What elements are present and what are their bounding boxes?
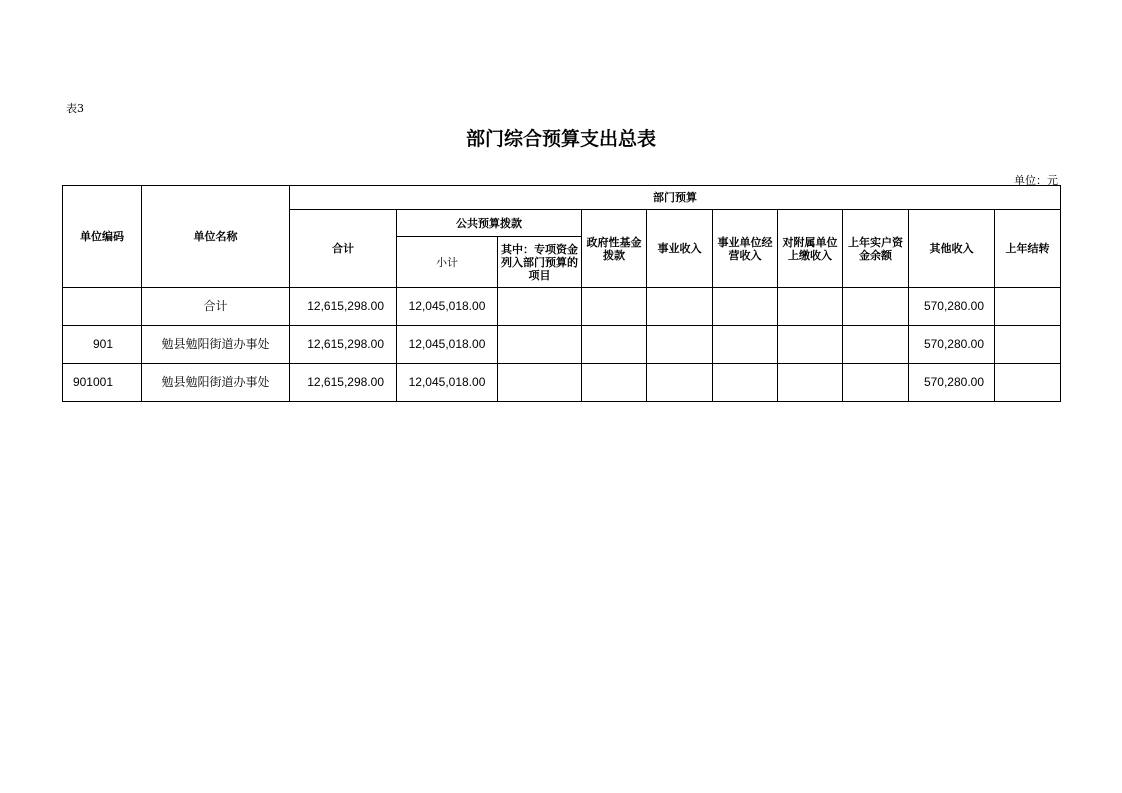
table-number: 表3 — [66, 102, 84, 115]
cell-other-income: 570,280.00 — [909, 326, 995, 364]
cell-career-unit-income — [713, 288, 778, 326]
cell-affiliated-income — [778, 326, 843, 364]
cell-code: 901001 — [63, 364, 142, 402]
header-career-income: 事业收入 — [647, 210, 713, 288]
cell-special-items — [498, 364, 582, 402]
cell-affiliated-income — [778, 364, 843, 402]
header-special-items: 其中：专项资金列入部门预算的项目 — [498, 237, 582, 288]
cell-name: 合计 — [142, 288, 290, 326]
cell-last-year-carryover — [995, 364, 1061, 402]
cell-career-income — [647, 364, 713, 402]
cell-career-unit-income — [713, 326, 778, 364]
cell-subtotal: 12,045,018.00 — [397, 288, 498, 326]
header-total: 合计 — [290, 210, 397, 288]
header-career-unit-income: 事业单位经营收入 — [713, 210, 778, 288]
page-title: 部门综合预算支出总表 — [465, 128, 656, 150]
header-subtotal: 小计 — [397, 237, 498, 288]
cell-last-year-balance — [843, 364, 909, 402]
cell-last-year-balance — [843, 326, 909, 364]
header-public-budget: 公共预算拨款 — [397, 210, 582, 237]
cell-subtotal: 12,045,018.00 — [397, 364, 498, 402]
cell-last-year-carryover — [995, 288, 1061, 326]
cell-total: 12,615,298.00 — [290, 288, 397, 326]
cell-last-year-carryover — [995, 326, 1061, 364]
budget-table — [62, 185, 1061, 402]
header-last-year-carryover: 上年结转 — [995, 210, 1061, 288]
header-gov-fund: 政府性基金拨款 — [582, 210, 647, 288]
header-unit-code: 单位编码 — [63, 186, 142, 288]
cell-career-income — [647, 288, 713, 326]
cell-code: 901 — [63, 326, 142, 364]
header-other-income: 其他收入 — [909, 210, 995, 288]
header-last-year-balance: 上年实户资金余额 — [843, 210, 909, 288]
cell-gov-fund — [582, 288, 647, 326]
cell-total: 12,615,298.00 — [290, 326, 397, 364]
cell-subtotal: 12,045,018.00 — [397, 326, 498, 364]
cell-total: 12,615,298.00 — [290, 364, 397, 402]
cell-gov-fund — [582, 326, 647, 364]
table-row — [63, 364, 1061, 402]
cell-gov-fund — [582, 364, 647, 402]
cell-other-income: 570,280.00 — [909, 364, 995, 402]
header-dept-budget: 部门预算 — [290, 186, 1061, 210]
table-row — [63, 326, 1061, 364]
cell-other-income: 570,280.00 — [909, 288, 995, 326]
cell-code — [63, 288, 142, 326]
cell-special-items — [498, 288, 582, 326]
cell-affiliated-income — [778, 288, 843, 326]
cell-career-unit-income — [713, 364, 778, 402]
cell-last-year-balance — [843, 288, 909, 326]
cell-name: 勉县勉阳街道办事处 — [142, 364, 290, 402]
cell-special-items — [498, 326, 582, 364]
header-unit-name: 单位名称 — [142, 186, 290, 288]
cell-name: 勉县勉阳街道办事处 — [142, 326, 290, 364]
table-row — [63, 288, 1061, 326]
header-affiliated-income: 对附属单位上缴收入 — [778, 210, 843, 288]
unit-label: 单位：元 — [1014, 174, 1058, 187]
cell-career-income — [647, 326, 713, 364]
